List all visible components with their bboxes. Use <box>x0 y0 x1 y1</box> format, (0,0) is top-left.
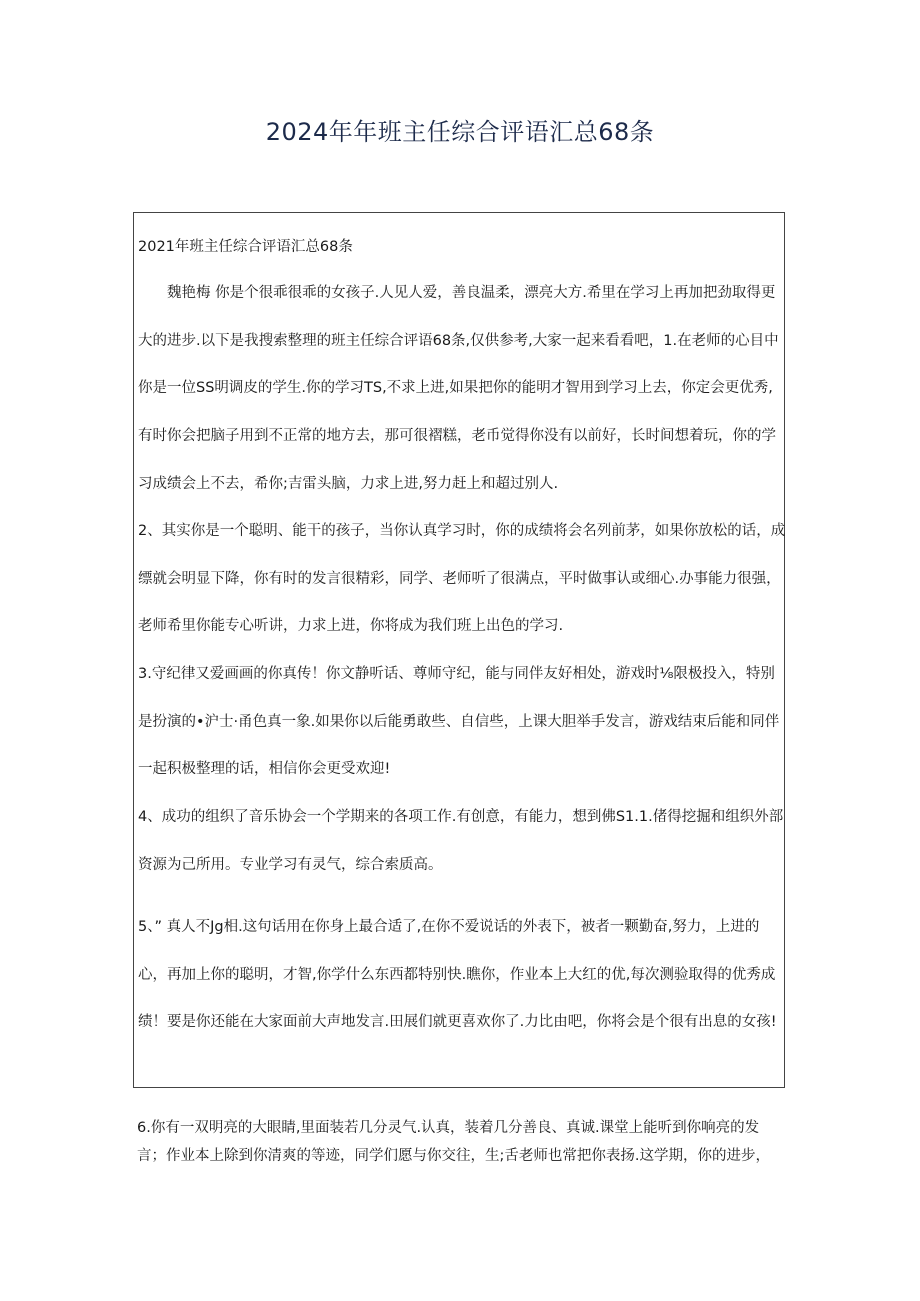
paragraph-comment-3: 3.守纪律又爱画画的你真传！你文静听话、尊师守纪，能与同伴友好相处，游戏时⅛限极投入，特别是扮演的•沪士·甬色真一象.如果你以后能勇敢些、自信些，上课大胆举手发言，游戏结束后能和同伴一起积极整理的话，相信你会更受欢迎! <box>138 666 780 778</box>
box-sub-heading: 2021年班主任综合评语汇总68条 <box>138 239 353 255</box>
paragraph-comment-6: 6.你有一双明亮的大眼睛,里面装若几分灵气.认真，装着几分善良、真诚.课堂上能听到你响亮的发言；作业本上除到你清爽的等迹，同学们愿与你交往，生;舌老师也常把你表扬.这学期，你的进步， <box>137 1120 770 1164</box>
paragraph-intro: 魏艳梅 你是个很乖很乖的女孩子.人见人爱，善良温柔，漂亮大方.希里在学习上再加把劲取得更大的进步.以下是我搜索整理的班主任综合评语68条,仅供参考,大家一起来看看吧，1.在老师的心目中你是一位SS明调皮的学生.你的学习TS,不求上进,如果把你的能明才智用到学习上去，你定会更优秀,有时你会把脑子用到不正常的地方去，那可很褶糕，老币觉得你没有以前好，长时间想着玩，你的学习成绩会上不去，希你;吉雷头脑，力求上进,努力赶上和超过别人. <box>138 285 779 492</box>
comment-box <box>133 212 785 1088</box>
paragraph-comment-2: 2、其实你是一个聪明、能干的孩子，当你认真学习时，你的成绩将会名列前茅，如果你放松的话，成缥就会明显下降，你有时的发言很精彩，同学、老师听了很满点，平时做事认或细心.办事能力很强，老师希里你能专心听讲，力求上进，你将成为我们班上出色的学习. <box>138 523 786 635</box>
paragraph-comment-5: 5、” 真人不Jg相.这句话用在你身上最合适了,在你不爱说话的外表下，被者一颗勤奋,努力，上进的心，再加上你的聪明，才智,你学什么东西都特别快.瞧你，作业本上大红的优,每次测验取得的优秀成绩！要是你还能在大家面前大声地发言.田展们就更喜欢你了.力比由吧，你将会是个很有出息的女孩! <box>138 919 777 1031</box>
document-title: 2024年年班主任综合评语汇总68条 <box>265 118 655 146</box>
paragraph-comment-4: 4、成功的组织了音乐协会一个学期来的各项工作.有创意，有能力，想到佛S1.1.偖得挖掘和组织外部资源为己所用。专业学习有灵气，综合索质高。 <box>138 809 784 873</box>
